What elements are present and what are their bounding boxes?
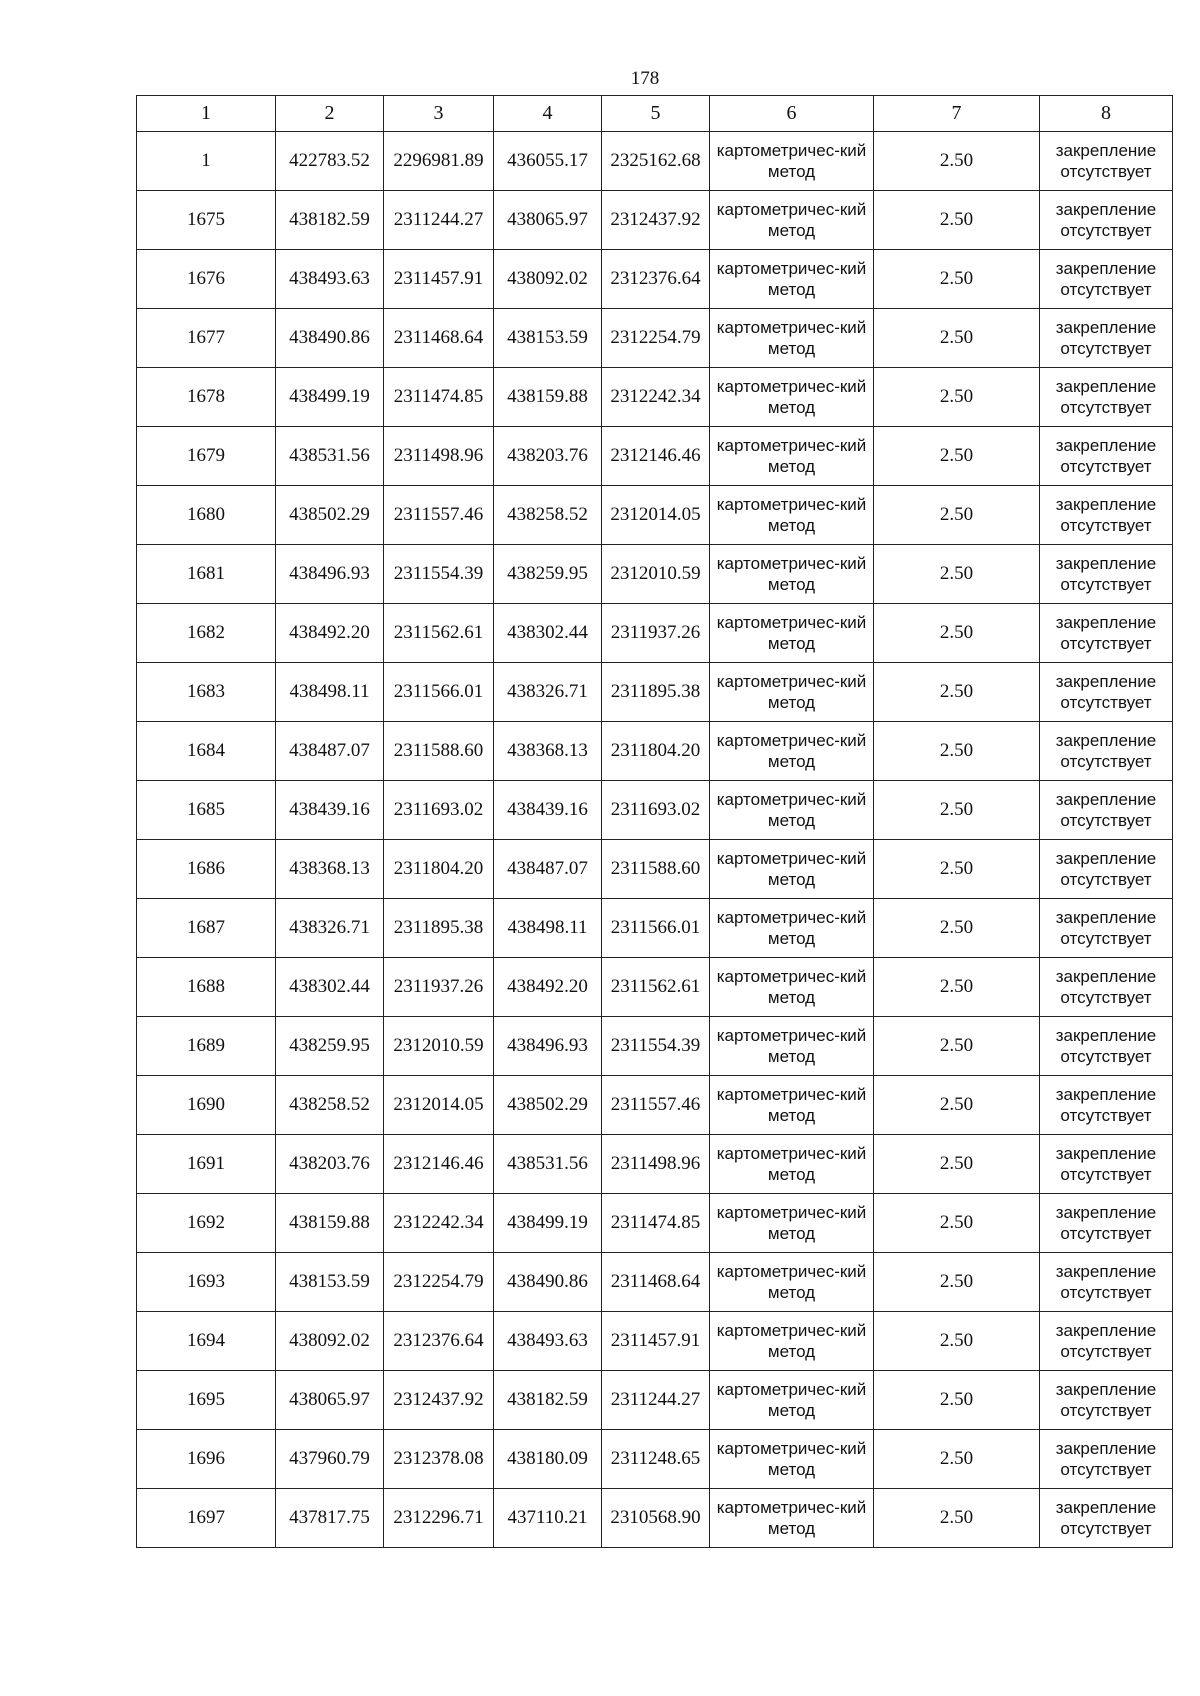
table-row	[137, 132, 1173, 191]
fixing-cell: закрепление отсутствует	[1040, 1253, 1173, 1312]
y-end-cell: 2311457.91	[602, 1312, 710, 1371]
method-cell: картометричес-кий метод	[710, 1017, 874, 1076]
x-end-cell: 437110.21	[494, 1489, 602, 1548]
table-row	[137, 1312, 1173, 1371]
accuracy-cell: 2.50	[874, 899, 1040, 958]
accuracy-cell: 2.50	[874, 368, 1040, 427]
point-number-cell: 1679	[137, 427, 276, 486]
column-header-2: 2	[276, 96, 384, 132]
fixing-cell: закрепление отсутствует	[1040, 191, 1173, 250]
y-start-cell: 2311554.39	[384, 545, 494, 604]
table-row	[137, 604, 1173, 663]
table-row	[137, 1371, 1173, 1430]
method-cell: картометричес-кий метод	[710, 1312, 874, 1371]
x-start-cell: 438065.97	[276, 1371, 384, 1430]
method-cell: картометричес-кий метод	[710, 427, 874, 486]
point-number-cell: 1677	[137, 309, 276, 368]
y-end-cell: 2311895.38	[602, 663, 710, 722]
accuracy-cell: 2.50	[874, 191, 1040, 250]
point-number-cell: 1692	[137, 1194, 276, 1253]
accuracy-cell: 2.50	[874, 1371, 1040, 1430]
y-start-cell: 2311498.96	[384, 427, 494, 486]
x-start-cell: 422783.52	[276, 132, 384, 191]
table-row	[137, 1253, 1173, 1312]
y-start-cell: 2311693.02	[384, 781, 494, 840]
table-row	[137, 1076, 1173, 1135]
y-end-cell: 2311693.02	[602, 781, 710, 840]
point-number-cell: 1685	[137, 781, 276, 840]
fixing-cell: закрепление отсутствует	[1040, 1076, 1173, 1135]
point-number-cell: 1691	[137, 1135, 276, 1194]
table-row	[137, 309, 1173, 368]
x-end-cell: 438326.71	[494, 663, 602, 722]
x-start-cell: 438203.76	[276, 1135, 384, 1194]
accuracy-cell: 2.50	[874, 132, 1040, 191]
x-end-cell: 438502.29	[494, 1076, 602, 1135]
fixing-cell: закрепление отсутствует	[1040, 486, 1173, 545]
y-end-cell: 2311588.60	[602, 840, 710, 899]
table-row	[137, 1017, 1173, 1076]
x-end-cell: 438180.09	[494, 1430, 602, 1489]
fixing-cell: закрепление отсутствует	[1040, 368, 1173, 427]
y-end-cell: 2312254.79	[602, 309, 710, 368]
x-end-cell: 438159.88	[494, 368, 602, 427]
fixing-cell: закрепление отсутствует	[1040, 250, 1173, 309]
table-row	[137, 545, 1173, 604]
x-end-cell: 438092.02	[494, 250, 602, 309]
column-header-5: 5	[602, 96, 710, 132]
table-row	[137, 722, 1173, 781]
y-end-cell: 2311557.46	[602, 1076, 710, 1135]
table-row	[137, 663, 1173, 722]
column-header-6: 6	[710, 96, 874, 132]
method-cell: картометричес-кий метод	[710, 250, 874, 309]
table-body	[137, 132, 1173, 1548]
fixing-cell: закрепление отсутствует	[1040, 1489, 1173, 1548]
fixing-cell: закрепление отсутствует	[1040, 1430, 1173, 1489]
x-end-cell: 438493.63	[494, 1312, 602, 1371]
y-end-cell: 2311498.96	[602, 1135, 710, 1194]
accuracy-cell: 2.50	[874, 1076, 1040, 1135]
y-start-cell: 2312014.05	[384, 1076, 494, 1135]
y-start-cell: 2312437.92	[384, 1371, 494, 1430]
point-number-cell: 1694	[137, 1312, 276, 1371]
point-number-cell: 1684	[137, 722, 276, 781]
method-cell: картометричес-кий метод	[710, 1430, 874, 1489]
y-start-cell: 2311457.91	[384, 250, 494, 309]
column-header-3: 3	[384, 96, 494, 132]
point-number-cell: 1678	[137, 368, 276, 427]
method-cell: картометричес-кий метод	[710, 781, 874, 840]
y-start-cell: 2312296.71	[384, 1489, 494, 1548]
x-start-cell: 437817.75	[276, 1489, 384, 1548]
y-start-cell: 2311562.61	[384, 604, 494, 663]
point-number-cell: 1693	[137, 1253, 276, 1312]
fixing-cell: закрепление отсутствует	[1040, 1312, 1173, 1371]
accuracy-cell: 2.50	[874, 663, 1040, 722]
y-start-cell: 2311937.26	[384, 958, 494, 1017]
x-start-cell: 438502.29	[276, 486, 384, 545]
method-cell: картометричес-кий метод	[710, 1371, 874, 1430]
table-row	[137, 1489, 1173, 1548]
accuracy-cell: 2.50	[874, 1253, 1040, 1312]
table-row	[137, 899, 1173, 958]
table-row	[137, 840, 1173, 899]
point-number-cell: 1676	[137, 250, 276, 309]
x-start-cell: 438326.71	[276, 899, 384, 958]
x-start-cell: 438368.13	[276, 840, 384, 899]
y-end-cell: 2312437.92	[602, 191, 710, 250]
point-number-cell: 1697	[137, 1489, 276, 1548]
method-cell: картометричес-кий метод	[710, 132, 874, 191]
method-cell: картометричес-кий метод	[710, 368, 874, 427]
accuracy-cell: 2.50	[874, 1430, 1040, 1489]
method-cell: картометричес-кий метод	[710, 309, 874, 368]
point-number-cell: 1690	[137, 1076, 276, 1135]
accuracy-cell: 2.50	[874, 427, 1040, 486]
header-row	[137, 96, 1173, 132]
x-start-cell: 438302.44	[276, 958, 384, 1017]
column-header-7: 7	[874, 96, 1040, 132]
method-cell: картометричес-кий метод	[710, 486, 874, 545]
method-cell: картометричес-кий метод	[710, 604, 874, 663]
fixing-cell: закрепление отсутствует	[1040, 958, 1173, 1017]
point-number-cell: 1696	[137, 1430, 276, 1489]
y-end-cell: 2311474.85	[602, 1194, 710, 1253]
y-end-cell: 2311468.64	[602, 1253, 710, 1312]
x-start-cell: 438182.59	[276, 191, 384, 250]
x-end-cell: 438439.16	[494, 781, 602, 840]
y-start-cell: 2312242.34	[384, 1194, 494, 1253]
accuracy-cell: 2.50	[874, 1489, 1040, 1548]
x-end-cell: 438153.59	[494, 309, 602, 368]
page-number: 178	[630, 68, 660, 89]
x-end-cell: 438065.97	[494, 191, 602, 250]
table-row	[137, 1135, 1173, 1194]
point-number-cell: 1695	[137, 1371, 276, 1430]
accuracy-cell: 2.50	[874, 250, 1040, 309]
y-end-cell: 2325162.68	[602, 132, 710, 191]
method-cell: картометричес-кий метод	[710, 1253, 874, 1312]
fixing-cell: закрепление отсутствует	[1040, 132, 1173, 191]
accuracy-cell: 2.50	[874, 604, 1040, 663]
accuracy-cell: 2.50	[874, 1135, 1040, 1194]
table-row	[137, 958, 1173, 1017]
x-start-cell: 438492.20	[276, 604, 384, 663]
table-row	[137, 368, 1173, 427]
y-start-cell: 2312376.64	[384, 1312, 494, 1371]
x-start-cell: 438493.63	[276, 250, 384, 309]
x-start-cell: 437960.79	[276, 1430, 384, 1489]
x-start-cell: 438499.19	[276, 368, 384, 427]
x-end-cell: 438531.56	[494, 1135, 602, 1194]
fixing-cell: закрепление отсутствует	[1040, 427, 1173, 486]
x-start-cell: 438258.52	[276, 1076, 384, 1135]
accuracy-cell: 2.50	[874, 1312, 1040, 1371]
point-number-cell: 1683	[137, 663, 276, 722]
x-end-cell: 438302.44	[494, 604, 602, 663]
fixing-cell: закрепление отсутствует	[1040, 604, 1173, 663]
accuracy-cell: 2.50	[874, 309, 1040, 368]
x-end-cell: 438368.13	[494, 722, 602, 781]
coordinates-table	[136, 95, 1173, 1548]
fixing-cell: закрепление отсутствует	[1040, 1371, 1173, 1430]
accuracy-cell: 2.50	[874, 840, 1040, 899]
y-end-cell: 2311248.65	[602, 1430, 710, 1489]
method-cell: картометричес-кий метод	[710, 1135, 874, 1194]
y-start-cell: 2311804.20	[384, 840, 494, 899]
x-end-cell: 436055.17	[494, 132, 602, 191]
x-end-cell: 438487.07	[494, 840, 602, 899]
x-end-cell: 438203.76	[494, 427, 602, 486]
y-end-cell: 2311804.20	[602, 722, 710, 781]
fixing-cell: закрепление отсутствует	[1040, 1194, 1173, 1253]
table-row	[137, 1430, 1173, 1489]
column-header-1: 1	[137, 96, 276, 132]
y-start-cell: 2312254.79	[384, 1253, 494, 1312]
accuracy-cell: 2.50	[874, 958, 1040, 1017]
point-number-cell: 1689	[137, 1017, 276, 1076]
x-start-cell: 438490.86	[276, 309, 384, 368]
table-row	[137, 250, 1173, 309]
y-end-cell: 2310568.90	[602, 1489, 710, 1548]
x-start-cell: 438259.95	[276, 1017, 384, 1076]
y-start-cell: 2312378.08	[384, 1430, 494, 1489]
y-start-cell: 2311468.64	[384, 309, 494, 368]
y-start-cell: 2311895.38	[384, 899, 494, 958]
x-start-cell: 438092.02	[276, 1312, 384, 1371]
point-number-cell: 1680	[137, 486, 276, 545]
fixing-cell: закрепление отсутствует	[1040, 545, 1173, 604]
y-end-cell: 2312376.64	[602, 250, 710, 309]
point-number-cell: 1686	[137, 840, 276, 899]
fixing-cell: закрепление отсутствует	[1040, 1135, 1173, 1194]
x-start-cell: 438439.16	[276, 781, 384, 840]
table-row	[137, 486, 1173, 545]
table-row	[137, 1194, 1173, 1253]
table-header	[137, 96, 1173, 132]
fixing-cell: закрепление отсутствует	[1040, 840, 1173, 899]
fixing-cell: закрепление отсутствует	[1040, 899, 1173, 958]
x-start-cell: 438159.88	[276, 1194, 384, 1253]
method-cell: картометричес-кий метод	[710, 1489, 874, 1548]
accuracy-cell: 2.50	[874, 1017, 1040, 1076]
x-end-cell: 438498.11	[494, 899, 602, 958]
y-end-cell: 2311562.61	[602, 958, 710, 1017]
x-end-cell: 438496.93	[494, 1017, 602, 1076]
method-cell: картометричес-кий метод	[710, 545, 874, 604]
method-cell: картометричес-кий метод	[710, 958, 874, 1017]
table-row	[137, 191, 1173, 250]
column-header-4: 4	[494, 96, 602, 132]
y-start-cell: 2311588.60	[384, 722, 494, 781]
x-end-cell: 438258.52	[494, 486, 602, 545]
fixing-cell: закрепление отсутствует	[1040, 309, 1173, 368]
column-header-8: 8	[1040, 96, 1173, 132]
method-cell: картометричес-кий метод	[710, 840, 874, 899]
y-start-cell: 2311557.46	[384, 486, 494, 545]
x-start-cell: 438531.56	[276, 427, 384, 486]
accuracy-cell: 2.50	[874, 781, 1040, 840]
method-cell: картометричес-кий метод	[710, 191, 874, 250]
point-number-cell: 1682	[137, 604, 276, 663]
accuracy-cell: 2.50	[874, 545, 1040, 604]
method-cell: картометричес-кий метод	[710, 1076, 874, 1135]
x-end-cell: 438499.19	[494, 1194, 602, 1253]
y-end-cell: 2312242.34	[602, 368, 710, 427]
y-end-cell: 2312014.05	[602, 486, 710, 545]
accuracy-cell: 2.50	[874, 722, 1040, 781]
method-cell: картометричес-кий метод	[710, 899, 874, 958]
y-end-cell: 2312146.46	[602, 427, 710, 486]
fixing-cell: закрепление отсутствует	[1040, 781, 1173, 840]
x-end-cell: 438182.59	[494, 1371, 602, 1430]
method-cell: картометричес-кий метод	[710, 722, 874, 781]
accuracy-cell: 2.50	[874, 1194, 1040, 1253]
x-start-cell: 438496.93	[276, 545, 384, 604]
y-end-cell: 2312010.59	[602, 545, 710, 604]
method-cell: картометричес-кий метод	[710, 663, 874, 722]
x-end-cell: 438492.20	[494, 958, 602, 1017]
x-start-cell: 438498.11	[276, 663, 384, 722]
y-start-cell: 2312146.46	[384, 1135, 494, 1194]
fixing-cell: закрепление отсутствует	[1040, 722, 1173, 781]
fixing-cell: закрепление отсутствует	[1040, 1017, 1173, 1076]
method-cell: картометричес-кий метод	[710, 1194, 874, 1253]
y-start-cell: 2311474.85	[384, 368, 494, 427]
table-row	[137, 781, 1173, 840]
x-end-cell: 438259.95	[494, 545, 602, 604]
y-end-cell: 2311937.26	[602, 604, 710, 663]
y-end-cell: 2311554.39	[602, 1017, 710, 1076]
point-number-cell: 1681	[137, 545, 276, 604]
point-number-cell: 1688	[137, 958, 276, 1017]
point-number-cell: 1675	[137, 191, 276, 250]
x-end-cell: 438490.86	[494, 1253, 602, 1312]
y-start-cell: 2311244.27	[384, 191, 494, 250]
fixing-cell: закрепление отсутствует	[1040, 663, 1173, 722]
point-number-cell: 1687	[137, 899, 276, 958]
y-start-cell: 2311566.01	[384, 663, 494, 722]
point-number-cell: 1	[137, 132, 276, 191]
y-start-cell: 2296981.89	[384, 132, 494, 191]
accuracy-cell: 2.50	[874, 486, 1040, 545]
x-start-cell: 438487.07	[276, 722, 384, 781]
x-start-cell: 438153.59	[276, 1253, 384, 1312]
table-row	[137, 427, 1173, 486]
y-end-cell: 2311244.27	[602, 1371, 710, 1430]
y-start-cell: 2312010.59	[384, 1017, 494, 1076]
y-end-cell: 2311566.01	[602, 899, 710, 958]
